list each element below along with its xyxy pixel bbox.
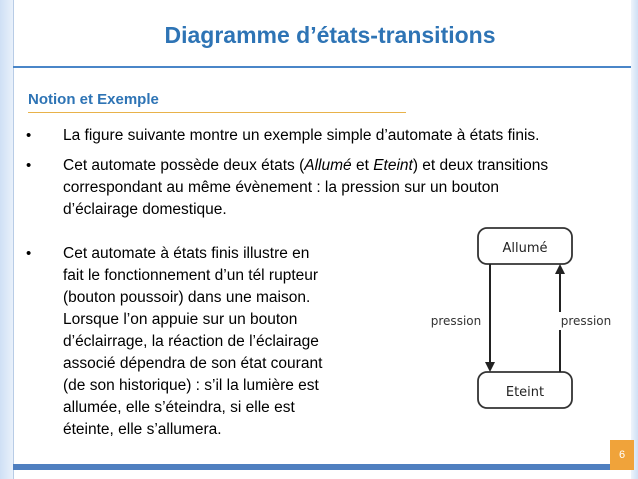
bullet-3-line: d’éclairrage, la réaction de l’éclairage [63, 333, 319, 350]
bullet-3-line: allumée, elle s’éteindra, si elle est [63, 399, 295, 416]
transition-label-left: pression [430, 314, 482, 328]
bullet-marker: • [26, 127, 32, 144]
bullet-3-line: Cet automate à états finis illustre en [63, 245, 310, 262]
bottom-decor-bar [13, 464, 631, 470]
left-decor-bar [0, 0, 14, 479]
bullet-3-line: (de son historique) : s’il la lumière est [63, 377, 319, 394]
page-number-badge: 6 [610, 440, 634, 470]
bullet-2-text-a: Cet automate possède deux états ( [63, 157, 305, 174]
bullet-3-line: fait le fonctionnement d’un tél rupteur [63, 267, 319, 284]
bullet-2-line-1 [63, 155, 548, 177]
bullet-3-line: (bouton poussoir) dans une maison. [63, 289, 311, 306]
state-diagram [420, 222, 620, 422]
state-label-allume: Allumé [502, 241, 548, 256]
bullet-3-line: éteinte, elle s’allumera. [63, 421, 222, 438]
right-decor-bar [631, 0, 638, 479]
state-name-eteint: Eteint [373, 157, 413, 174]
bullet-3-line: associé dépendra de son état courant [63, 355, 323, 372]
state-name-allume: Allumé [304, 157, 352, 174]
slide-title: Diagramme d’états-transitions [164, 22, 496, 48]
bullet-3-line: Lorsque l’on appuie sur un bouton [63, 311, 298, 328]
bullet-2-text-c: ) et deux transitions [412, 157, 549, 174]
bullet-2-line-2: correspondant au même évènement : la pression sur un bouton [63, 179, 499, 196]
transition-label-right: pression [560, 314, 612, 328]
bullet-2-line-3: d’éclairage domestique. [63, 201, 227, 218]
bullet-2-text-b: et [351, 157, 374, 174]
section-subtitle: Notion et Exemple [28, 91, 159, 108]
bullet-marker: • [26, 245, 32, 262]
bullet-marker: • [26, 157, 32, 174]
subtitle-underline [28, 112, 406, 113]
title-divider [13, 66, 631, 68]
bullet-1-text: La figure suivante montre un exemple simple d’automate à états finis. [63, 127, 540, 144]
state-label-eteint: Eteint [505, 385, 545, 400]
